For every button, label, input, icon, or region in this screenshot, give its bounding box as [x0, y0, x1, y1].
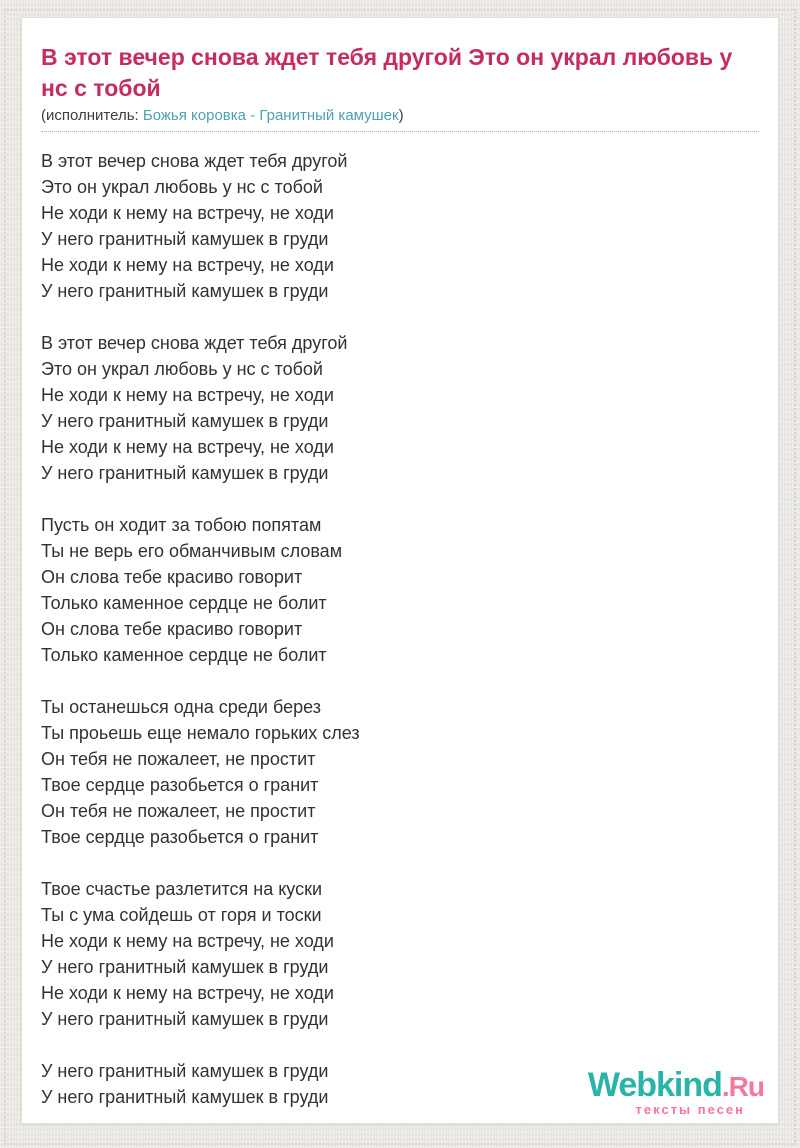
logo-main-text: Webkind — [587, 1066, 722, 1104]
lyric-line: Он тебя не пожалеет, не простит — [41, 801, 316, 821]
artist-link[interactable]: Божья коровка - Гранитный камушек — [142, 107, 399, 124]
stanza — [41, 512, 759, 668]
webkind-logo-text — [588, 1068, 764, 1102]
webkind-logo[interactable] — [588, 1068, 764, 1116]
lyric-line: Только каменное сердце не болит — [41, 645, 327, 665]
lyric-line: Твое счастье разлетится на куски — [41, 879, 323, 899]
lyric-line: У него гранитный камушек в груди — [41, 1009, 329, 1029]
lyric-line: Ты с ума сойдешь от горя и тоски — [41, 905, 322, 925]
lyric-line: Не ходи к нему на встречу, не ходи — [41, 255, 334, 275]
logo-suffix-text: .Ru — [721, 1071, 764, 1102]
lyric-line: Твое сердце разобьется о гранит — [41, 827, 319, 847]
lyric-line: У него гранитный камушек в груди — [41, 957, 329, 977]
lyric-line: Не ходи к нему на встречу, не ходи — [41, 203, 334, 223]
stanza — [41, 148, 759, 304]
artist-label: (исполнитель: — [41, 107, 143, 124]
stanza — [41, 330, 759, 486]
lyric-line: У него гранитный камушек в груди — [41, 229, 329, 249]
lyric-line: Он тебя не пожалеет, не простит — [41, 749, 316, 769]
lyric-line: У него гранитный камушек в груди — [41, 411, 329, 431]
lyric-line: У него гранитный камушек в груди — [41, 463, 329, 483]
lyric-line: Ты останешься одна среди берез — [41, 697, 321, 717]
lyrics-card — [21, 17, 779, 1124]
lyric-line: В этот вечер снова ждет тебя другой — [41, 151, 348, 171]
lyric-line: Ты проьешь еще немало горьких слез — [41, 723, 360, 743]
stanza — [41, 694, 759, 850]
stanza — [41, 876, 759, 1032]
page-title — [41, 42, 759, 104]
lyric-line: Не ходи к нему на встречу, не ходи — [41, 983, 334, 1003]
page-title-line2: нс с тобой — [41, 75, 161, 101]
lyric-line: У него гранитный камушек в груди — [41, 281, 329, 301]
artist-line — [41, 107, 759, 132]
lyric-line: У него гранитный камушек в груди — [41, 1061, 329, 1081]
logo-tagline: тексты песен — [635, 1102, 745, 1117]
lyric-line: Это он украл любовь у нс с тобой — [41, 177, 323, 197]
lyric-line: Ты не верь его обманчивым словам — [41, 541, 343, 561]
lyric-line: Он слова тебе красиво говорит — [41, 619, 303, 639]
lyric-line: Не ходи к нему на встречу, не ходи — [41, 437, 334, 457]
lyrics — [41, 148, 759, 1110]
lyric-line: Это он украл любовь у нс с тобой — [41, 359, 323, 379]
lyric-line: Он слова тебе красиво говорит — [41, 567, 303, 587]
lyric-line: Только каменное сердце не болит — [41, 593, 327, 613]
lyric-line: Не ходи к нему на встречу, не ходи — [41, 385, 334, 405]
lyric-line: Не ходи к нему на встречу, не ходи — [41, 931, 334, 951]
lyric-line: У него гранитный камушек в груди — [41, 1087, 329, 1107]
lyric-line: Пусть он ходит за тобою попятам — [41, 515, 322, 535]
lyric-line: Твое сердце разобьется о гранит — [41, 775, 319, 795]
lyric-line: В этот вечер снова ждет тебя другой — [41, 333, 348, 353]
page-title-line1: В этот вечер снова ждет тебя другой Это он украл любовь у — [41, 44, 733, 70]
artist-label-suffix: ) — [398, 107, 404, 124]
